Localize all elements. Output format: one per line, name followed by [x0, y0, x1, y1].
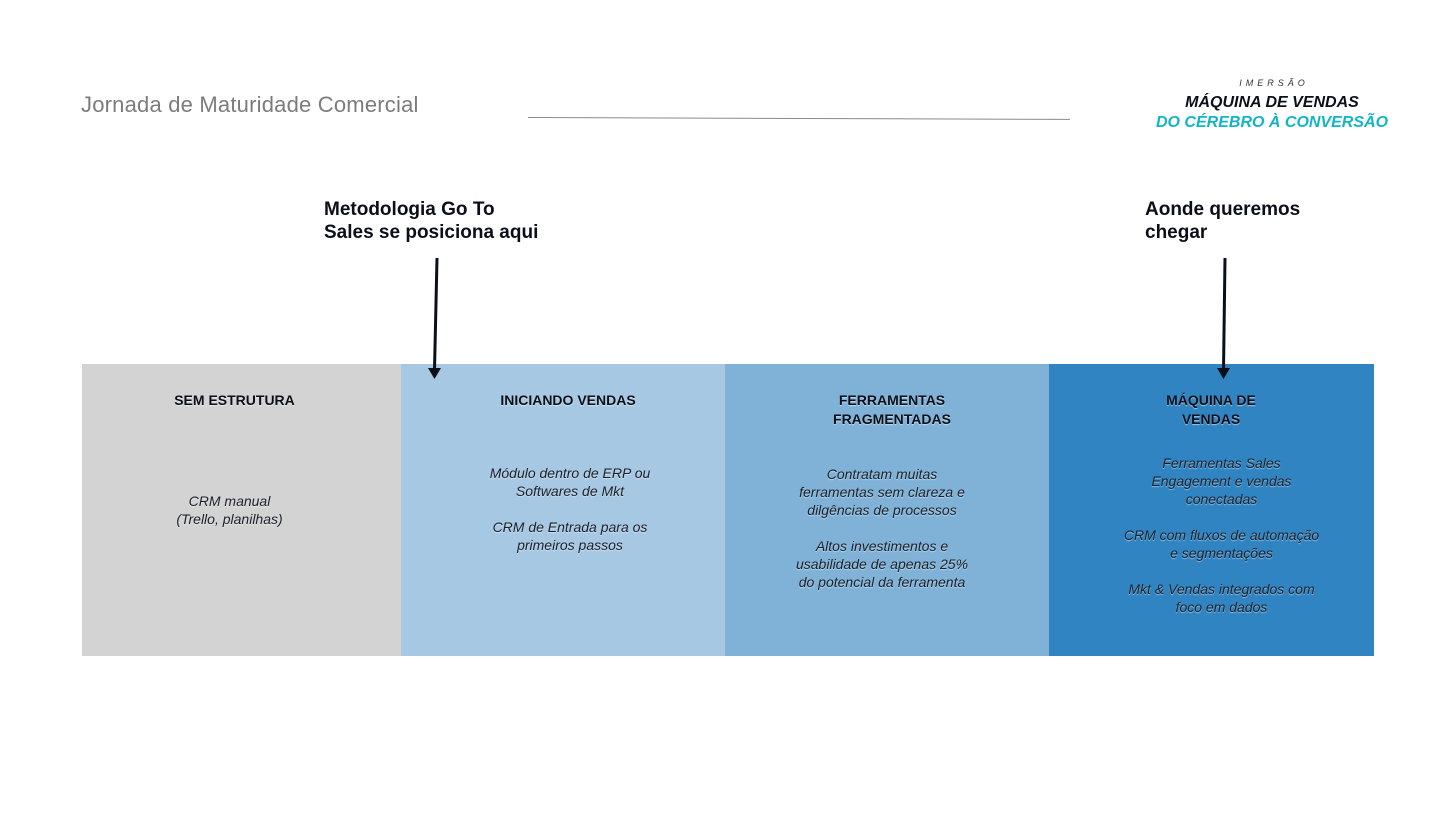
callout-current-position — [324, 198, 584, 244]
stage-title — [725, 391, 1049, 429]
brand-eyebrow: IMERSÃO — [1239, 78, 1309, 88]
callout-left-line1: Metodologia Go To — [324, 199, 495, 220]
stage-title-line: INICIANDO VENDAS — [500, 392, 636, 408]
stage-ferramentas-fragmentadas — [725, 364, 1049, 656]
stage-text-line: foco em dados — [1175, 599, 1268, 615]
stage-title — [1049, 391, 1374, 429]
stage-text-line: CRM com fluxos de automação — [1123, 527, 1320, 543]
header-divider — [528, 117, 1070, 120]
stage-text-line: Contratam muitas — [826, 466, 938, 482]
stage-text-line: Softwares de Mkt — [515, 483, 625, 499]
stage-bullet — [82, 492, 377, 528]
stage-title — [401, 391, 725, 410]
brand-logo — [1122, 78, 1422, 133]
stage-text-line: usabilidade de apenas 25% — [795, 556, 969, 572]
callout-right-line1: Aonde queremos — [1145, 199, 1301, 220]
arrow-left — [428, 258, 441, 379]
stage-body — [1049, 454, 1374, 616]
stage-text-line: Ferramentas Sales — [1162, 455, 1281, 471]
stage-bullet — [725, 537, 1039, 591]
stage-body — [82, 492, 401, 528]
stage-text-line: Módulo dentro de ERP ou — [489, 465, 651, 481]
stage-text-line: Engagement e vendas — [1151, 473, 1292, 489]
stage-iniciando-vendas — [401, 364, 725, 656]
stage-maquina-de-vendas — [1049, 364, 1374, 656]
stage-title-line: FRAGMENTADAS — [833, 411, 951, 427]
brand-title-line1: MÁQUINA DE VENDAS — [1185, 94, 1359, 111]
brand-title-line2: DO CÉREBRO À CONVERSÃO — [1155, 114, 1389, 131]
callout-left-line2: Sales se posiciona aqui — [324, 222, 539, 243]
stage-text-line: Altos investimentos e — [815, 538, 949, 554]
stage-text-line: Mkt & Vendas integrados com — [1128, 581, 1315, 597]
stage-title — [82, 391, 401, 410]
stage-title-line: SEM ESTRUTURA — [174, 392, 295, 408]
stage-bullet — [415, 464, 725, 500]
stage-bullet — [1069, 454, 1374, 508]
arrow-right — [1217, 258, 1230, 379]
stage-bullet — [415, 518, 725, 554]
stage-bullet — [1069, 580, 1374, 616]
stage-title-line: MÁQUINA DE — [1166, 392, 1256, 408]
stage-body — [401, 464, 725, 554]
stage-text-line: conectadas — [1185, 491, 1258, 507]
stage-text-line: CRM de Entrada para os — [492, 519, 648, 535]
stage-text-line: (Trello, planilhas) — [176, 511, 283, 527]
stage-text-line: do potencial da ferramenta — [798, 574, 966, 590]
stage-bullet — [725, 465, 1039, 519]
stage-bullet — [1069, 526, 1374, 562]
stage-text-line: CRM manual — [188, 493, 271, 509]
maturity-stages — [82, 364, 1374, 656]
stage-title-line: FERRAMENTAS — [838, 392, 946, 408]
stage-text-line: e segmentações — [1170, 545, 1273, 561]
callout-target-position — [1145, 198, 1345, 244]
stage-title-line: VENDAS — [1181, 411, 1241, 427]
stage-text-line: ferramentas sem clareza e — [799, 484, 965, 500]
callout-right-line2: chegar — [1145, 222, 1208, 243]
page-title: Jornada de Maturidade Comercial — [81, 92, 419, 117]
stage-sem-estrutura — [82, 364, 401, 656]
stage-text-line: dilgências de processos — [807, 502, 957, 518]
stage-text-line: primeiros passos — [517, 537, 623, 553]
stage-body — [725, 465, 1049, 591]
